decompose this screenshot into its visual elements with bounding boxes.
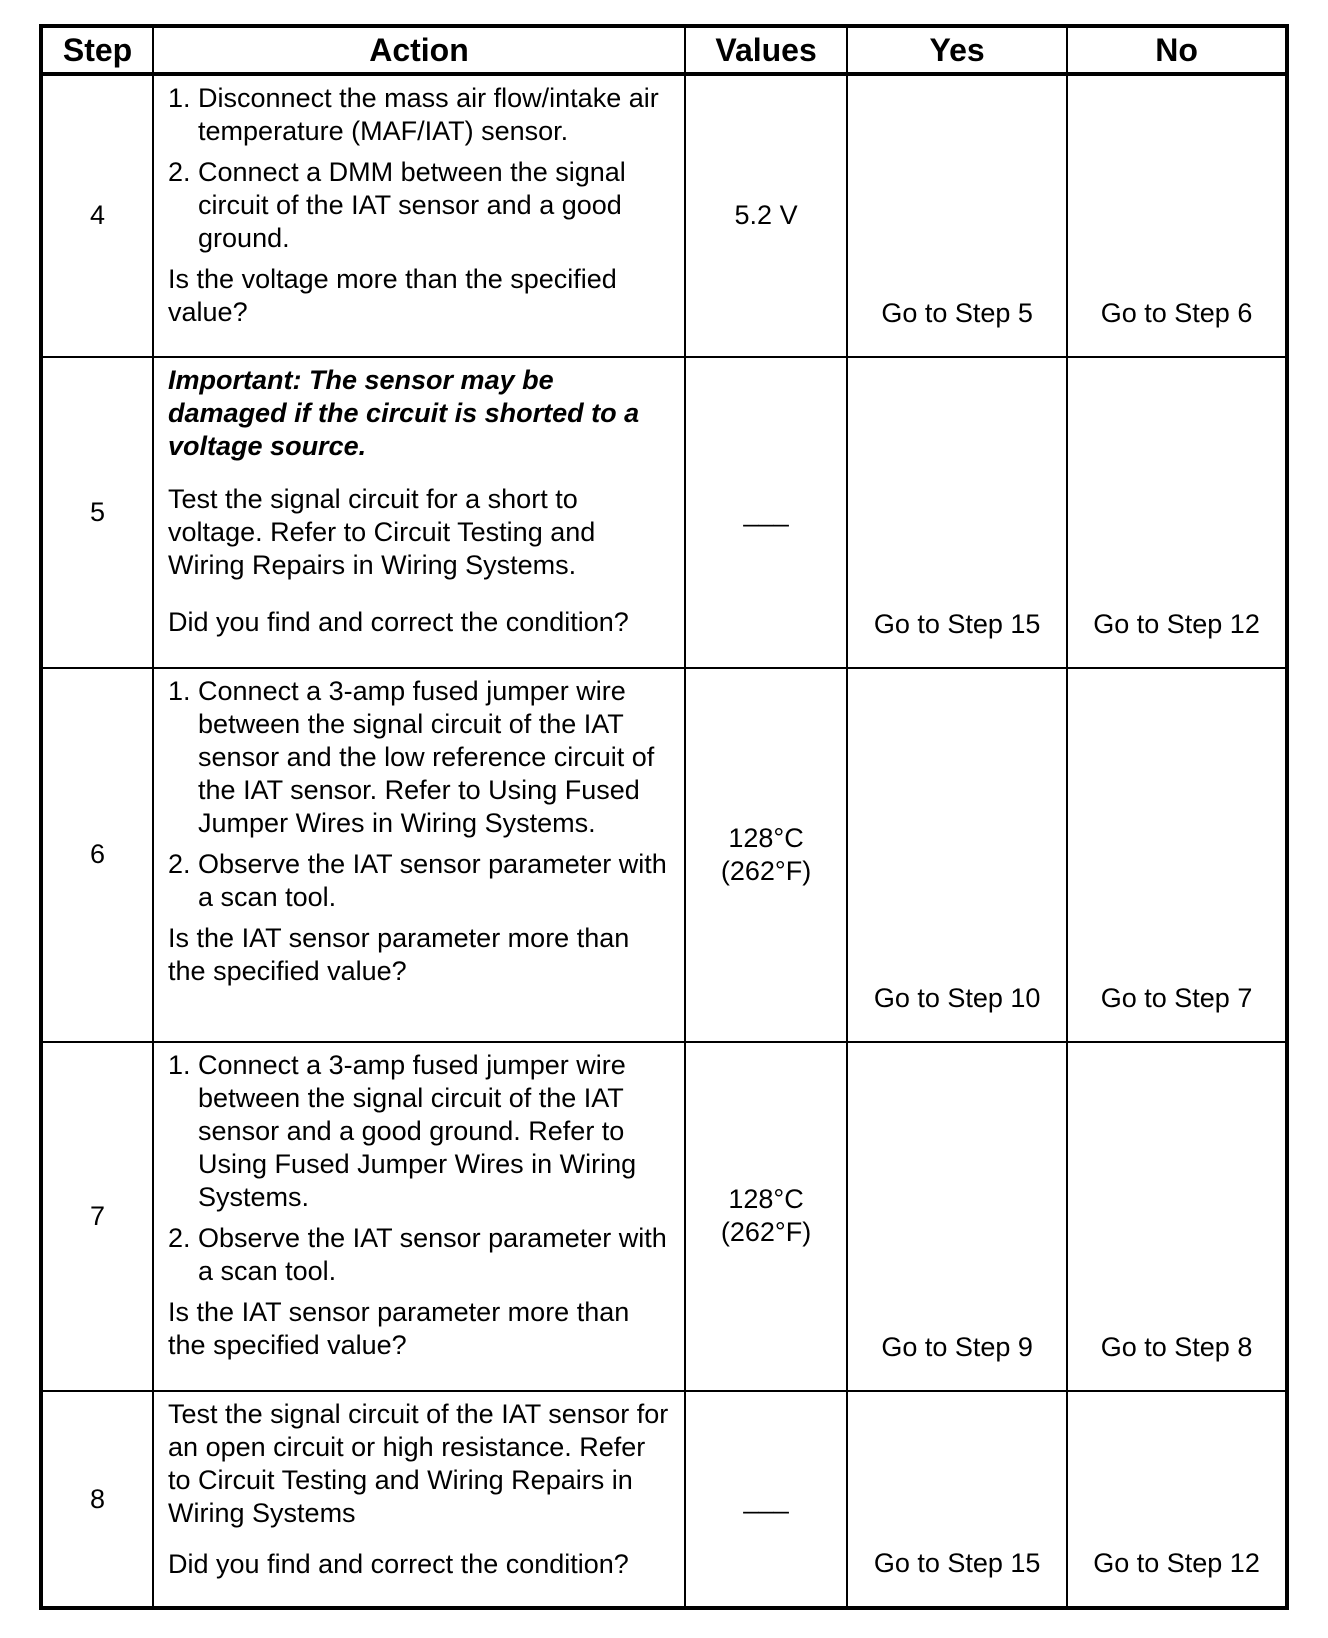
header-step: Step (41, 26, 153, 74)
value-celsius: 128°C (728, 822, 804, 853)
table-row (41, 668, 1287, 1041)
value-cell (685, 668, 847, 1041)
action-text: Test the signal circuit for a short to voltage. Refer to Circuit Testing and Wiring Repairs in Wiring Systems. (168, 483, 596, 580)
step-number: 7 (41, 1042, 153, 1392)
important-note: Important: The sensor may be damaged if the circuit is shorted to a voltage source. (168, 364, 640, 461)
value-cell (685, 1042, 847, 1392)
header-no: No (1067, 26, 1287, 74)
header-values: Values (685, 26, 847, 74)
action-question: Is the IAT sensor parameter more than the specified value? (168, 923, 630, 987)
value-cell: 5.2 V (685, 74, 847, 357)
no-cell: Go to Step 7 (1067, 668, 1287, 1041)
yes-cell: Go to Step 5 (847, 74, 1067, 357)
no-cell: Go to Step 12 (1067, 1391, 1287, 1608)
header-action: Action (153, 26, 685, 74)
no-cell: Go to Step 8 (1067, 1042, 1287, 1392)
action-question: Did you find and correct the condition? (168, 606, 629, 637)
table-row (41, 1391, 1287, 1608)
yes-cell: Go to Step 9 (847, 1042, 1067, 1392)
action-cell (153, 668, 685, 1041)
action-cell (153, 1391, 685, 1608)
value-celsius: 128°C (728, 1184, 804, 1215)
value-fahrenheit: (262°F) (720, 855, 812, 886)
value-cell: ___ (685, 1391, 847, 1608)
table-row (41, 357, 1287, 669)
list-item: 1. Connect a 3-amp fused jumper wire between the signal circuit of the IAT sensor and the low reference circuit of the IAT sensor. Refer to Using Fused Jumper Wires in Wiring Systems. (168, 676, 655, 839)
diagnostic-table (39, 24, 1289, 1610)
action-list (168, 1049, 674, 1288)
value-fahrenheit: (262°F) (720, 1217, 812, 1248)
action-question: Did you find and correct the condition? (168, 1549, 629, 1580)
action-list (168, 675, 674, 914)
action-question: Is the voltage more than the specified value? (168, 264, 617, 327)
no-cell: Go to Step 12 (1067, 357, 1287, 669)
yes-cell: Go to Step 15 (847, 1391, 1067, 1608)
header-row (41, 26, 1287, 74)
action-cell (153, 357, 685, 669)
action-list (168, 82, 674, 255)
table-row (41, 1042, 1287, 1392)
list-item: 2. Observe the IAT sensor parameter with a scan tool. (168, 1222, 667, 1286)
step-number: 6 (41, 668, 153, 1041)
action-question: Is the IAT sensor parameter more than the specified value? (168, 1296, 630, 1360)
list-item: 2. Observe the IAT sensor parameter with a scan tool. (168, 849, 667, 913)
list-item: 1. Disconnect the mass air flow/intake air temperature (MAF/IAT) sensor. (168, 83, 659, 146)
list-item: 2. Connect a DMM between the signal circuit of the IAT sensor and a good ground. (168, 157, 626, 253)
action-cell (153, 1042, 685, 1392)
yes-cell: Go to Step 10 (847, 668, 1067, 1041)
header-yes: Yes (847, 26, 1067, 74)
step-number: 5 (41, 357, 153, 669)
value-cell: ___ (685, 357, 847, 669)
action-text: Test the signal circuit of the IAT sensor for an open circuit or high resistance. Refer to Circuit Testing and Wiring Repairs in Wiring Systems (168, 1399, 669, 1529)
action-cell (153, 74, 685, 357)
step-number: 8 (41, 1391, 153, 1608)
yes-cell: Go to Step 15 (847, 357, 1067, 669)
list-item: 1. Connect a 3-amp fused jumper wire between the signal circuit of the IAT sensor and a good ground. Refer to Using Fused Jumper Wires in Wiring Systems. (168, 1049, 637, 1212)
table-row (41, 74, 1287, 357)
step-number: 4 (41, 74, 153, 357)
no-cell: Go to Step 6 (1067, 74, 1287, 357)
